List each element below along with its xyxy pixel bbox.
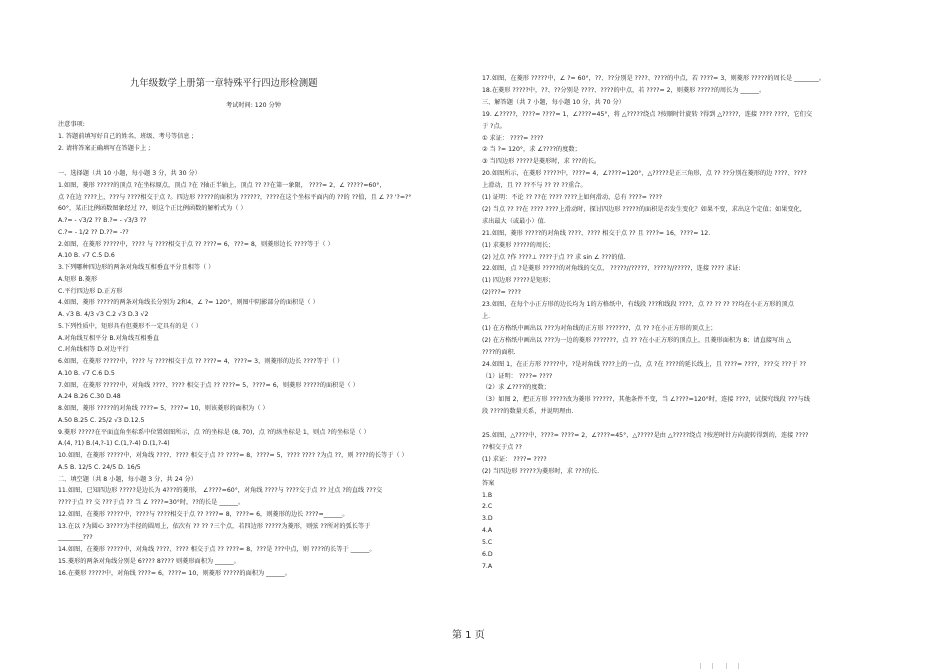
- text-line: 9.菱形 ?????在平面直角坐标系中位置如图所示，点 ?的坐标是 (8, 70)，点 ?的纵坐标是 1，则点 ?的坐标是（ ）: [58, 428, 370, 436]
- text-line: 16.在菱形 ?????中，对角线 ????= 6，????= 10，则菱形 ?????的面积为 ______。: [58, 569, 291, 577]
- text-line: 60°，某正比例函数图象经过 ??，则这个正比例函数的解析式为（ ）: [58, 205, 247, 213]
- text-line: A.5 B. 12/5 C. 24/5 D. 16/5: [58, 463, 141, 471]
- text-line: A. √3 B. 4/3 √3 C.2 √3 D.3 √2: [58, 311, 149, 318]
- text-line: 13.在以 ?为圆心 3????为半径的圆周上，依次有 ?? ?? ?三个点，若四边形 ?????为菱形，则弦 ??所对的弧长等于: [58, 522, 371, 530]
- text-line: 三、解答题（共 7 小题，每小题 10 分，共 70 分）: [482, 98, 625, 106]
- text-line: A.(4, ?1) B.(4,?-1) C.(1,?-4) D.(1,?-4): [58, 440, 170, 448]
- text-line: A.对角线互相平分 B.对角线互相垂直: [58, 334, 159, 342]
- text-line: 19. ∠?????，????= ????= 1，∠????=45°，将 △?????绕点 ?按顺时针旋转 ?得到 △?????，连接 ???? ????，它们交: [482, 110, 813, 118]
- text-line: (2) 当四边形 ?????为菱形时，求 ???的长.: [482, 467, 600, 475]
- text-line: 12.如图，在菱形 ?????中，????与 ????相交于点 ?? ????= 8，????= 6，则菱形的边长 ????=______。: [58, 510, 349, 518]
- text-line: ③ 当四边形 ?????是菱形时，求 ???的长。: [482, 158, 601, 166]
- text-line: 上.: [482, 313, 491, 320]
- text-line: 1.B: [482, 491, 493, 499]
- text-line: 7.如图，在菱形 ?????中，对角线 ????、???? 相交于点 ?? ????= 5，????= 6，则菱形 ?????的面积是（ ）: [58, 381, 359, 389]
- text-line: 15.菱形的两条对角线分别是 6???? 8???? 则菱形面积为 ______。: [58, 557, 240, 565]
- text-line: 14.如图，在菱形 ?????中，对角线 ????、???? 相交于点 ?? ????= 8，???是 ???中点，则 ????的长等于 ______。: [58, 546, 376, 553]
- note-item: 1. 答题前填写好自己的姓名、班级、考号等信息 ;: [58, 133, 194, 140]
- text-line: ________???: [58, 534, 93, 542]
- text-line: （1）证明： ????= ????: [482, 372, 553, 380]
- text-line: (1) 在方格纸中画出以 ???为对角线的正方形 ???????，点 ?? ?在小正方形的顶点上；: [482, 324, 717, 332]
- text-line: （2）求 ∠????的度数；: [482, 384, 550, 392]
- text-line: (2) 当点 ?? ??在 ???? ????上滑动时，探讨四边形 ?????的面积是否发生变化？如果不变，求出这个定值；如果变化，: [482, 205, 806, 213]
- text-line: 25.如图，△????中，????= ????= 2，∠????=45°，△?????是由 △?????绕点 ?按逆时针方向旋转得到的，连接 ????: [482, 432, 809, 439]
- text-line: C.对角线相等 D.对边平行: [58, 346, 129, 354]
- text-line: 23.如图，在每个小正方形的边长均为 1的方格纸中，有线段 ???和线段 ????，点 ?? ?? ?? ??均在小正方形的顶点: [482, 301, 794, 309]
- text-line: 4.A: [482, 527, 493, 535]
- text-line: ????于点 ?? 交 ???于点 ?? 当 ∠ ????=30°时，??的长是 ______。: [58, 499, 245, 506]
- text-line: 3.下列哪种四边形的两条对角线互相垂直平分且相等（ ）: [58, 264, 215, 271]
- text-line: (2) 在方格纸中画出以 ???为一边的菱形 ???????，点 ?? ?在小正方形的顶点上，且菱形面积为 8；请直接写出 △: [482, 336, 792, 344]
- text-line: A.10 B. √7 C.6 D.5: [58, 369, 115, 377]
- text-line: A.矩形 B.菱形: [58, 275, 98, 283]
- notes-title: 注意事项:: [58, 121, 85, 128]
- text-line: (2)???= ????: [482, 289, 521, 297]
- document-title: 九年级数学上册第一章特殊平行四边形检测题: [130, 78, 318, 89]
- text-line: 3.D: [482, 515, 493, 523]
- exam-time: 考试时间: 120 分钟: [226, 102, 281, 109]
- note-item: 2. 请将答案正确填写在答题卡上 ;: [58, 145, 151, 152]
- text-line: (1) 证明：不论 ?? ??在 ???? ????上如何滑动，总有 ????= ????: [482, 194, 663, 201]
- text-line: (2) 过点 ?作 ????⊥ ????于点 ?? 求 sin ∠ ???的值.: [482, 253, 626, 261]
- text-line: 24.如图 1，在正方形 ?????中，?是对角线 ????上的一点，点 ?在 ????的延长线上，且 ????= ????，???交 ???于 ??: [482, 360, 807, 368]
- text-line: A.?= - √3/2 ?? B.?= - √3/3 ??: [58, 217, 147, 224]
- text-line: A.50 B.25 C. 25/2 √3 D.12.5: [58, 416, 145, 424]
- text-line: ② 当 ?= 120°，求 ∠????的度数；: [482, 146, 581, 154]
- text-line: 4.如图，菱形 ?????的两条对角线长分别为 2和4，∠ ?= 120°，则图中阴影部分的面积是（ ）: [58, 299, 319, 307]
- text-line: 22.如图，点 ?是菱形 ?????的对角线的交点， ?????//?????，?????//?????，连接 ???? 求证:: [482, 265, 741, 273]
- text-line: 于 ?点。: [482, 122, 506, 130]
- text-line: ① 求证： ????= ????: [482, 134, 544, 142]
- text-line: 10.如图，在菱形 ?????中，对角线 ????、???? 相交于点 ?? ????= 8，????= 5，???? ???? ?为点 ??，则 ????的长等于（ ）: [58, 452, 408, 459]
- text-line: 二、填空题（共 8 小题，每小题 3 分，共 24 分）: [58, 475, 197, 483]
- text-line: 18.在菱形 ?????中，??、??分别是 ????、????的中点，若 ????= 2，则菱形 ?????的周长为 ______。: [482, 86, 766, 94]
- text-line: 11.如图，已知四边形 ?????是边长为 4???的菱形， ∠????=60°，对角线 ????与 ????交于点 ?? 过点 ?的直线 ???交: [58, 487, 383, 495]
- text-line: 答案: [482, 479, 495, 487]
- text-line: 段 ????的数量关系，并说明理由.: [482, 408, 574, 416]
- text-line: 一、选择题（共 10 小题，每小题 3 分，共 30 分）: [58, 170, 201, 177]
- text-line: 7.A: [482, 562, 493, 570]
- text-line: (1) 求菱形 ?????的周长；: [482, 241, 555, 249]
- text-line: A.10 B. √7 C.5 D.6: [58, 252, 115, 260]
- text-line: 5.下列性质中，矩形具有但菱形不一定具有的是（ ）: [58, 322, 202, 330]
- text-line: 6.如图，在菱形 ?????中，???? 与 ????相交于点 ?? ????= 4，????= 3，则菱形的边长 ????等于（ ）: [58, 358, 344, 365]
- text-line: 5.C: [482, 539, 493, 547]
- text-line: 21.如图，菱形 ?????的对角线 ????、???? 相交于点 ?? 且 ????= 16，????= 12.: [482, 229, 711, 237]
- text-line: C.平行四边形 D.正方形: [58, 287, 123, 295]
- text-line: 8.如图，菱形 ?????的对角线 ????= 5，????= 10，则该菱形的面积为（ ）: [58, 405, 269, 412]
- page-footer: 第 1 页: [452, 630, 485, 641]
- text-line: 2.如图，在菱形 ?????中，???? 与 ????相交于点 ?? ????= 6，???= 8，则菱形边长 ????等于（ ）: [58, 240, 334, 248]
- text-line: 6.D: [482, 551, 493, 558]
- text-line: 2.C: [482, 503, 493, 511]
- text-line: (1) 四边形 ?????是矩形；: [482, 277, 555, 285]
- text-line: 20.如图所示，在菱形 ?????中，????= 4，∠????=120°，△?????是正三角形，点 ?? ??分别在菱形的边 ????、????: [482, 170, 807, 178]
- text-line: （3）如图 2，把正方形 ?????改为菱形 ??????，其他条件不变，当 ∠????=120°时，连接 ????，试探究线段 ???与线: [482, 396, 810, 404]
- text-line: ????的面积.: [482, 348, 516, 356]
- text-line: (1) 求证： ????= ????: [482, 455, 547, 463]
- text-line: ??相交于点 ??: [482, 443, 522, 451]
- text-line: 上滑动，且 ?? ??不与 ?? ?? ??重合。: [482, 182, 587, 190]
- text-line: 1.如图，菱形 ?????的顶点 ?在坐标原点，顶点 ?在 ?轴正半轴上，顶点 ?? ??在第一象限， ????= 2，∠ ?????=60°，: [58, 181, 386, 189]
- scan-marks: [700, 663, 740, 669]
- text-line: 点 ?在边 ????上，???与 ????相交于点 ?。四边形 ?????的面积为 ??????，????在这个坐标平面内的 ??的 ??值，且 ∠ ?? '?=?°: [58, 193, 412, 201]
- text-line: 17.如图，在菱形 ?????中，∠ ?= 60°，??、??分别是 ????、????的中点，若 ????= 3，则菱形 ?????的周长是 ________。: [482, 75, 826, 82]
- text-line: 求出最大（或最小）值.: [482, 217, 546, 225]
- text-line: C.?= - 1/2 ?? D.??= -??: [58, 228, 129, 236]
- text-line: A.24 B.26 C.30 D.48: [58, 393, 121, 401]
